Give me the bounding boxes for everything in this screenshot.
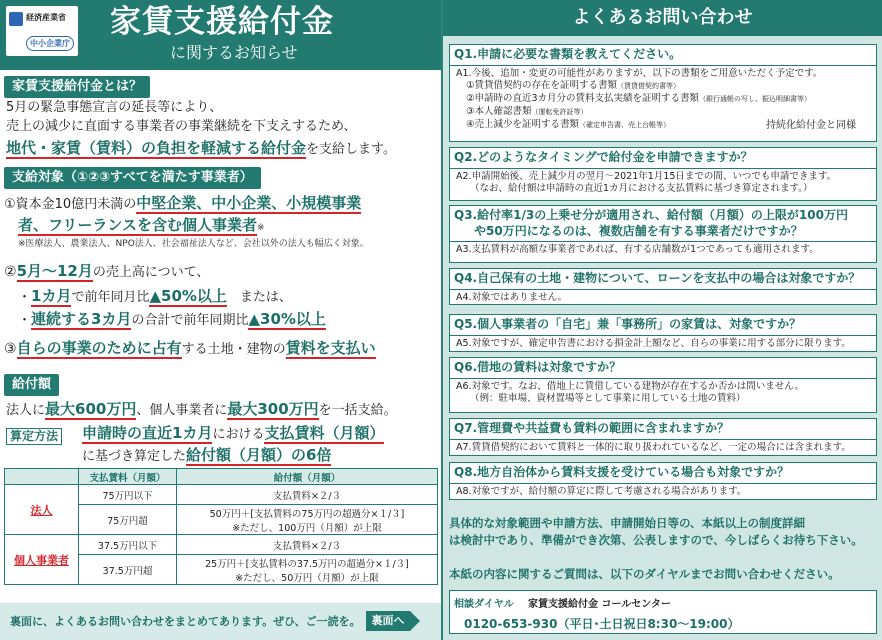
amount-a: 法人に: [6, 403, 46, 418]
c1-prefix: ①資本金10億円未満の: [4, 197, 137, 212]
ind-r2-cell: [177, 555, 438, 585]
what-line2: 売上の減少に直面する事業者の事業継続を下支えするため、: [6, 119, 357, 134]
faq-q8: [449, 462, 877, 500]
a2-line2: （なお、給付額は申請時の直近1カ月における支払賃料に基づき算定されます。）: [470, 183, 813, 195]
what-strong: 地代・家賃（賃料）の負担を軽減する給付金: [6, 139, 307, 157]
c3-mid: する土地・建物の: [181, 342, 286, 357]
q1-question: Q1.申請に必要な書類を教えてください。: [450, 45, 876, 66]
dial-label: 相談ダイヤル: [454, 599, 514, 610]
method-line1: [82, 424, 384, 443]
criterion-2b: ・連続する3カ月の合計で前年同期比▲30%以上: [18, 310, 326, 328]
amount-line1: [6, 400, 397, 419]
faq-q1: [449, 44, 877, 142]
c1-mark: ※: [256, 223, 265, 233]
c2b-strong2: ▲30%以上: [248, 310, 326, 328]
method-line2: [82, 446, 331, 465]
ind-r2-note: ※ただし、50万円（月額）が上限: [235, 572, 379, 584]
c3-strong: 自らの事業のために占有: [16, 339, 182, 357]
left-header: [0, 0, 441, 70]
corp-r2-cell: [177, 505, 438, 535]
a1-side-note: 持続化給付金と同様: [766, 119, 856, 131]
a6-line2: （例：駐車場、資材置場等として事業に用している土地の賃料）: [470, 393, 746, 405]
c2-strong: 5月～12月: [16, 262, 93, 280]
m2-a: に基づき算定した: [82, 449, 187, 464]
dial-box: [449, 590, 877, 634]
amount-corp-max: 最大600万円: [45, 400, 137, 418]
faq-q6: [449, 357, 877, 413]
criterion-3: [4, 339, 376, 359]
meti-logo-icon: [9, 12, 23, 26]
a1-item1: ①賃貸借契約の存在を証明する書類: [466, 80, 618, 92]
m1-strong: 申請時の直近1カ月: [82, 424, 213, 442]
faq-q7: [449, 418, 877, 456]
section-amount-heading: 給付額: [4, 374, 59, 396]
corp-r1-rent: 75万円以下: [79, 485, 177, 505]
a6-line1: A6.対象です。なお、借地上に賃借している建物が存在するか否かは問いません。: [456, 380, 804, 392]
faq-q4: [449, 268, 877, 305]
faq-q5: [449, 314, 877, 352]
c2a-strong2: ▲50%以上: [149, 287, 227, 305]
q3-question-1: Q3.給付率1/3の上乗せ分が適用され、給付額（月額）の上限が100万円: [454, 208, 848, 222]
q5-question: Q5.個人事業者の「自宅」兼「事務所」の家賃は、対象ですか？: [450, 315, 876, 336]
c1-strong2: 者、フリーランスを含む個人事業者: [18, 216, 257, 234]
m2-b: 給付額（月額）の6倍: [186, 446, 332, 464]
criterion-2a: ・1カ月で前年同月比▲50%以上 または、: [18, 287, 292, 305]
q5-answer: A5.対象ですが、確定申告書における損金計上額など、自らの事業に用する部分に限ります。: [456, 337, 851, 349]
faq-q3: [449, 205, 877, 263]
a2-line1: A2.申請開始後、売上減少月の翌月～2021年1月15日までの間、いつでも申請できます。: [456, 170, 837, 182]
meti-name: 経済産業省: [26, 13, 66, 22]
c3-prefix: ③: [4, 341, 17, 357]
th-rent: 支払賃料（月額）: [79, 469, 177, 485]
what-line1: 5月の緊急事態宣言の延長等により、: [6, 100, 223, 115]
a1-line1: A1.今後、追加・変更の可能性がありますが、以下の書類をご用意いただく予定です。: [456, 67, 823, 79]
info-note: [449, 515, 877, 548]
m1-mid: における: [212, 427, 265, 442]
faq-heading: よくあるお問い合わせ: [443, 0, 882, 36]
c2a-rest: または、: [226, 290, 292, 305]
a1-item4-note: （確定申告書、売上台帳等）: [579, 120, 671, 129]
info-line1: 具体的な対象範囲や申請方法、申請開始日等の、本紙以上の制度詳細: [449, 516, 806, 530]
criterion-2: [4, 262, 209, 282]
c2a-mid: で前年同月比: [71, 290, 150, 305]
c3-strong2: 賃料を支払い: [285, 339, 376, 357]
right-page: [443, 0, 882, 640]
what-line3: [6, 139, 396, 158]
contact-note: 本紙の内容に関するご質問は、以下のダイヤルまでお問い合わせください。: [449, 567, 840, 581]
q6-question: Q6.借地の賃料は対象ですか？: [450, 358, 876, 379]
info-line2: は検討中であり、準備ができ次第、公表しますので、今しばらくお待ち下さい。: [449, 532, 863, 547]
q8-question: Q8.地方自治体から賃料支援を受けている場合も対象ですか？: [450, 463, 876, 484]
sme-agency-name: 中小企業庁: [26, 36, 74, 51]
q4-question: Q4.自己保有の土地・建物について、ローンを支払中の場合は対象ですか？: [450, 269, 876, 290]
call-center-name: 家賃支援給付金 コールセンター: [528, 599, 671, 610]
back-page-button[interactable]: 裏面へ: [366, 611, 410, 631]
c1-strong1: 中堅企業、中小企業、小規模事業: [136, 194, 362, 212]
section-eligible-heading: 支給対象（①②③すべてを満たす事業者）: [4, 167, 261, 189]
th-payment: 給付額（月額）: [177, 469, 438, 485]
criterion-1b: [18, 216, 265, 235]
corp-r2-pay: 50万円＋[支払賃料の75万円の超過分×１/３]: [209, 508, 405, 520]
q2-answer: [450, 169, 876, 199]
method-label: 算定方法: [6, 428, 62, 445]
page-subtitle: に関するお知らせ: [170, 43, 298, 62]
m1-strong2: 支払賃料（月額）: [264, 424, 385, 442]
amount-indiv-max: 最大300万円: [227, 400, 319, 418]
footer-text: 裏面に、よくあるお問い合わせをまとめてあります。ぜひ、ご一読を。: [10, 615, 361, 628]
amount-e: を一括支給。: [318, 403, 397, 418]
q4-answer: A4.対象ではありません。: [456, 291, 568, 303]
criterion-1: [4, 194, 361, 213]
q8-answer: A8.対象ですが、給付額の算定に際して考慮される場合があります。: [456, 485, 747, 497]
ind-r2-pay: 25万円＋[支払賃料の37.5万円の超過分×１/３]: [205, 558, 409, 570]
c2a-strong: 1カ月: [31, 287, 72, 305]
phone-number[interactable]: 0120-653-930（平日･土日祝日8:30～19:00）: [464, 617, 740, 631]
faq-q2: [449, 147, 877, 201]
corp-r2-note: ※ただし、100万円（月額）が上限: [232, 522, 382, 534]
q1-answer: [450, 66, 876, 134]
ind-r1-rent: 37.5万円以下: [79, 535, 177, 555]
table-corner: [5, 469, 79, 485]
a1-item3-note: （運転免許証等）: [531, 108, 588, 117]
row-individual: 個人事業者: [5, 535, 79, 585]
q7-answer: A7.賃貸借契約において賃料と一体的に取り扱われているなど、一定の場合には含まれます。: [456, 441, 851, 453]
page-title: 家賃支援給付金: [110, 4, 334, 40]
a1-item2-note: （銀行通帳の写し、振込明細書等）: [699, 95, 812, 104]
c2-prefix: ②: [4, 264, 17, 280]
a1-item1-note: （賃貸借契約書等）: [617, 82, 681, 91]
a1-item2: ②申請時の直近3カ月分の賃料支払実績を証明する書類: [466, 93, 700, 105]
c2b-mid: の合計で前年同期比: [131, 313, 249, 328]
corp-r1-pay: 支払賃料×２/３: [177, 485, 438, 505]
ind-r2-rent: 37.5万円超: [79, 555, 177, 585]
amount-table: [4, 468, 438, 585]
q2-question: Q2.どのようなタイミングで給付金を申請できますか？: [450, 148, 876, 169]
c2-rest: の売上高について、: [92, 265, 210, 280]
criterion-1-note: ※医療法人、農業法人、NPO法人、社会福祉法人など、会社以外の法人も幅広く対象。: [18, 239, 369, 249]
what-rest: を支給します。: [306, 142, 396, 157]
left-footer: [0, 603, 441, 640]
q3-answer: A3.支払賃料が高額な事業者であれば、有する店舗数が1つであっても適用されます。: [456, 244, 819, 256]
section-what-heading: 家賃支援給付金とは？: [4, 76, 150, 98]
row-corp: 法人: [5, 485, 79, 535]
a1-item3: ③本人確認書類: [466, 106, 532, 118]
ministry-logo: [6, 6, 78, 56]
q7-question: Q7.管理費や共益費も賃料の範囲に含まれますか？: [450, 419, 876, 440]
amount-c: 、個人事業者に: [136, 403, 228, 418]
c2b-strong: 連続する3カ月: [31, 310, 132, 328]
q3-question-2: や50万円になるのは、複数店舗を有する事業者だけですか？: [450, 224, 876, 243]
corp-r2-rent: 75万円超: [79, 505, 177, 535]
ind-r1-pay: 支払賃料×２/３: [177, 535, 438, 555]
q6-answer: [450, 379, 876, 409]
a1-item4: ④売上減少を証明する書類: [466, 118, 580, 130]
